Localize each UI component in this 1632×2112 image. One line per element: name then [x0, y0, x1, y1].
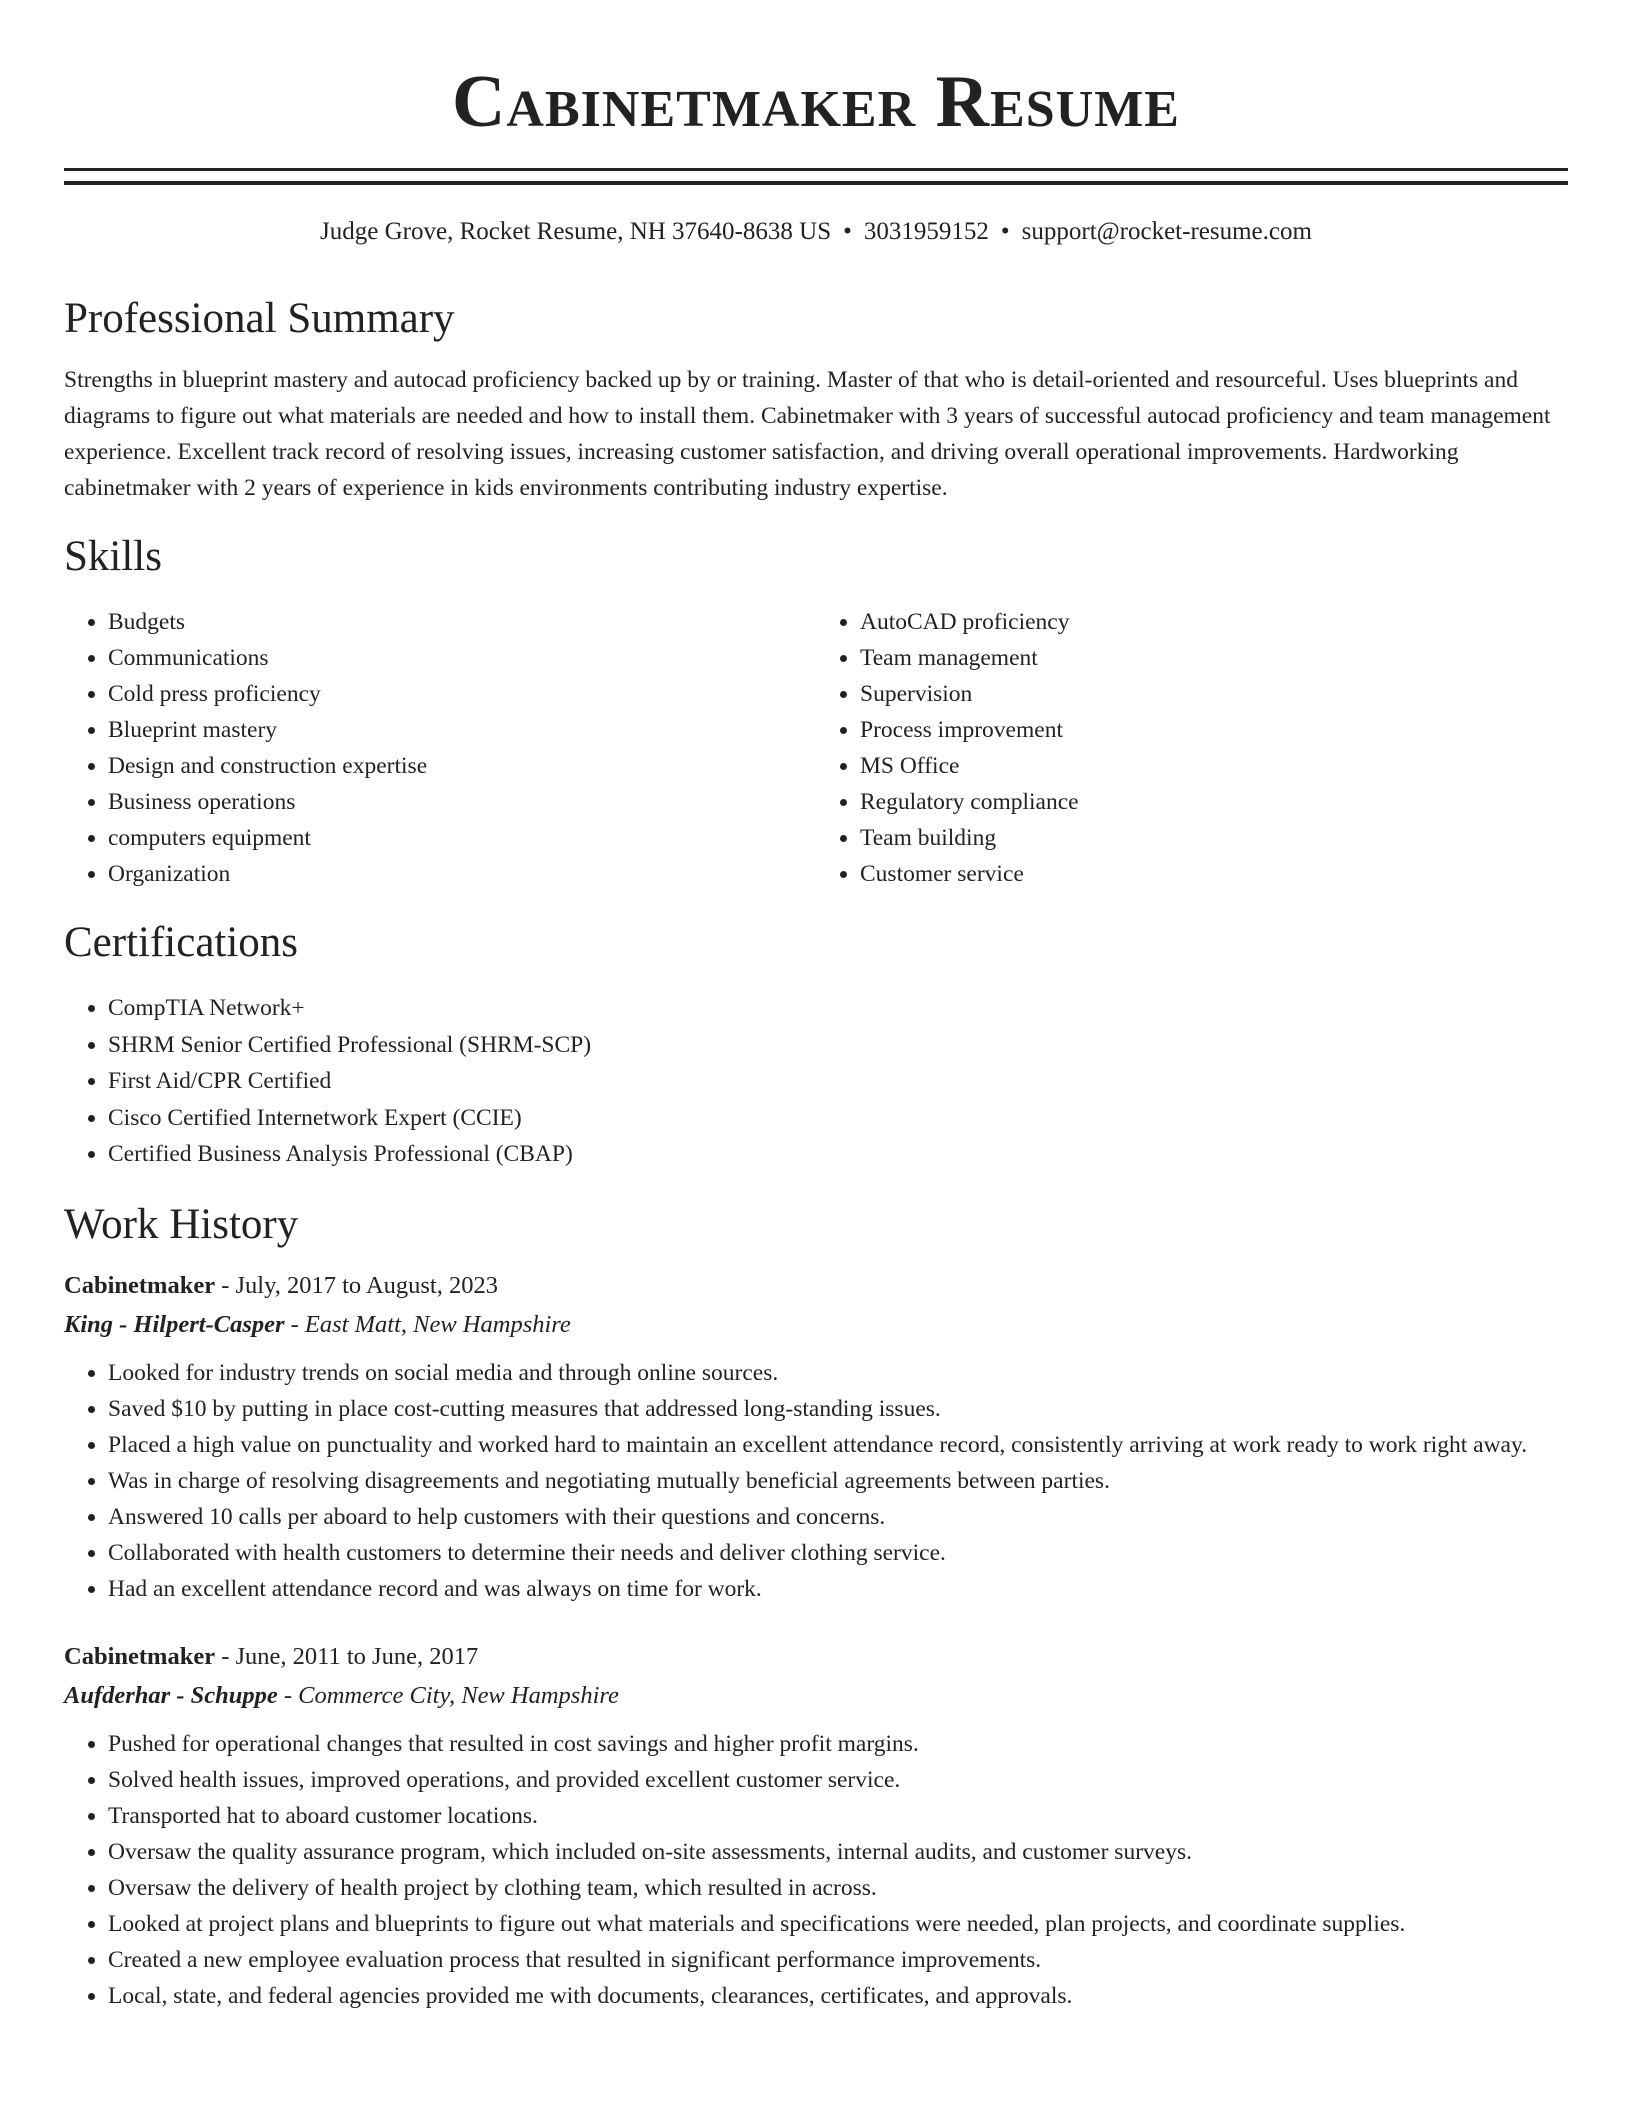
certification-item: • CompTIA Network+ [108, 990, 1568, 1027]
summary-heading: Professional Summary [64, 295, 455, 342]
job-title: Cabinetmaker [64, 1642, 216, 1670]
certifications-heading: Certifications [64, 919, 299, 966]
contact-line [64, 217, 1568, 247]
job-bullet: • Placed a high value on punctuality and worked hard to maintain an excellent attendance record, consistently arriving at work ready to work right away. [108, 1427, 1568, 1463]
contact-phone: 3031959152 [863, 218, 989, 245]
certification-item: • SHRM Senior Certified Professional (SHRM-SCP) [108, 1027, 1568, 1064]
summary-text: Strengths in blueprint mastery and autocad proficiency backed up by or training. Master of that who is detail-oriented and resourceful. Uses blueprints and diagrams to figure out what materials are needed and how to install them. Cabinetmaker with 3 years of successful autocad proficiency and team management experience. Excellent track record of resolving issues, increasing customer satisfaction, and driving overall operational improvements. Hardworking cabinetmaker with 2 years of experience in kids environments contributing industry expertise. [64, 367, 1551, 501]
skill-item: • Design and construction expertise [108, 748, 816, 784]
job-dates: - July, 2017 to August, 2023 [215, 1271, 498, 1299]
job-bullet: • Collaborated with health customers to determine their needs and deliver clothing service. [108, 1535, 1568, 1571]
skill-item: • Team building [860, 820, 1568, 856]
job-bullet: • Transported hat to aboard customer locations. [108, 1798, 1568, 1834]
job-company-line [64, 1309, 1568, 1341]
skill-item: • computers equipment [108, 820, 816, 856]
skill-item: • Team management [860, 640, 1568, 676]
job-bullet: • Oversaw the delivery of health project by clothing team, which resulted in across. [108, 1870, 1568, 1906]
job-bullet: • Solved health issues, improved operations, and provided excellent customer service. [108, 1762, 1568, 1798]
job-title-line [64, 1270, 1568, 1302]
job-company-line [64, 1680, 1568, 1712]
contact-email: support@rocket-resume.com [1021, 218, 1312, 245]
skill-item: • Supervision [860, 676, 1568, 712]
skill-item: • Budgets [108, 604, 816, 640]
skills-list-left [64, 604, 816, 892]
contact-address: Judge Grove, Rocket Resume, NH 37640-8638 US [320, 218, 832, 245]
job-title: Cabinetmaker [64, 1271, 216, 1299]
skill-item: • Communications [108, 640, 816, 676]
resume-title: Cabinetmaker Resume [451, 61, 1180, 143]
job-bullet: • Looked for industry trends on social media and through online sources. [108, 1355, 1568, 1391]
job-bullets [64, 1355, 1568, 1607]
work-history-heading: Work History [64, 1200, 299, 1248]
job-bullet: • Saved $10 by putting in place cost-cutting measures that addressed long-standing issues. [108, 1391, 1568, 1427]
job-location: - Commerce City, New Hampshire [277, 1681, 619, 1709]
skills-list-right [816, 604, 1568, 892]
job-dates: - June, 2011 to June, 2017 [215, 1642, 479, 1670]
skill-item: • Cold press proficiency [108, 676, 816, 712]
job-bullet: • Looked at project plans and blueprints to figure out what materials and specifications were needed, plan projects, and coordinate supplies. [108, 1906, 1568, 1942]
job-title-line [64, 1641, 1568, 1673]
title-divider [64, 168, 1568, 185]
skill-item: • Organization [108, 856, 816, 892]
job-location: - East Matt, New Hampshire [284, 1310, 571, 1338]
job-bullets [64, 1726, 1568, 2014]
skill-item: • Process improvement [860, 712, 1568, 748]
skill-item: • Blueprint mastery [108, 712, 816, 748]
job-entry [64, 1641, 1568, 2014]
job-entry [64, 1270, 1568, 1607]
skills-heading: Skills [64, 533, 162, 580]
job-bullet: • Was in charge of resolving disagreements and negotiating mutually beneficial agreements between parties. [108, 1463, 1568, 1499]
skills-columns [64, 604, 1568, 892]
contact-separator: • [1000, 218, 1010, 245]
job-bullet: • Oversaw the quality assurance program, which included on-site assessments, internal audits, and customer surveys. [108, 1834, 1568, 1870]
job-bullet: • Created a new employee evaluation process that resulted in significant performance improvements. [108, 1942, 1568, 1978]
skill-item: • Regulatory compliance [860, 784, 1568, 820]
job-bullet: • Had an excellent attendance record and was always on time for work. [108, 1571, 1568, 1607]
certifications-list [64, 990, 1568, 1173]
certification-item: • Certified Business Analysis Professional (CBAP) [108, 1136, 1568, 1173]
job-bullet: • Answered 10 calls per aboard to help customers with their questions and concerns. [108, 1499, 1568, 1535]
job-company: King - Hilpert-Casper [64, 1310, 285, 1338]
certification-item: • First Aid/CPR Certified [108, 1063, 1568, 1100]
skill-item: • Business operations [108, 784, 816, 820]
skill-item: • Customer service [860, 856, 1568, 892]
job-bullet: • Local, state, and federal agencies provided me with documents, clearances, certificates, and approvals. [108, 1978, 1568, 2014]
skill-item: • MS Office [860, 748, 1568, 784]
job-bullet: • Pushed for operational changes that resulted in cost savings and higher profit margins. [108, 1726, 1568, 1762]
contact-separator: • [843, 218, 852, 245]
job-company: Aufderhar - Schuppe [64, 1681, 278, 1709]
certification-item: • Cisco Certified Internetwork Expert (CCIE) [108, 1100, 1568, 1137]
skill-item: • AutoCAD proficiency [860, 604, 1568, 640]
